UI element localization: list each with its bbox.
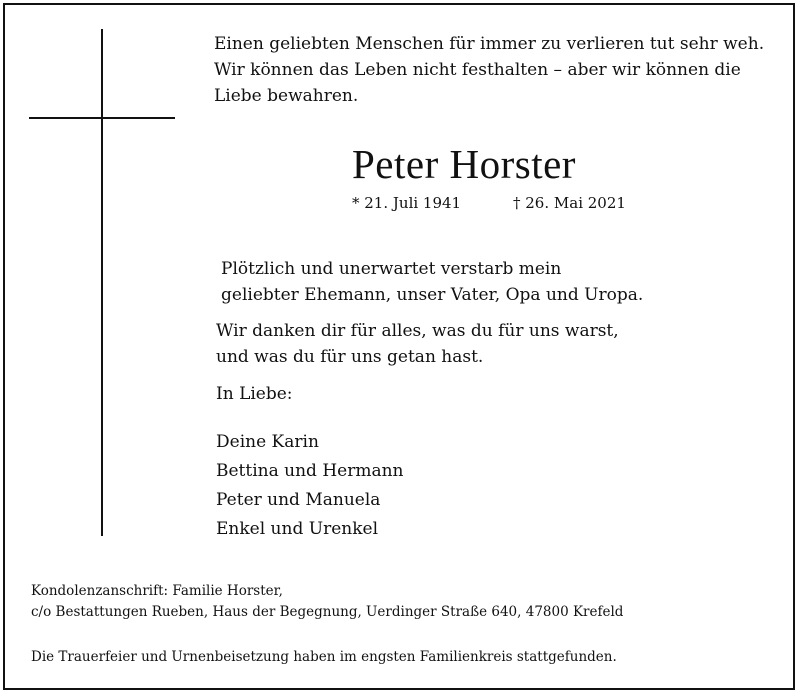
family-member: Enkel und Urenkel [216,519,379,539]
death-date: † 26. Mai 2021 [513,194,626,212]
birth-date: * 21. Juli 1941 [352,194,462,212]
funeral-note: Die Trauerfeier und Urnenbeisetzung haben im engsten Familienkreis stattgefunden. [31,649,617,665]
family-member: Peter und Manuela [216,490,381,510]
memorial-quote [214,31,764,109]
deceased-name: Peter Horster [352,141,576,187]
thanks-line: und was du für uns getan hast. [216,347,484,367]
quote-line: Einen geliebten Menschen für immer zu verlieren tut sehr weh. [214,34,765,54]
address-line: c/o Bestattungen Rueben, Haus der Begegnung, Uerdinger Straße 640, 47800 Krefeld [31,604,624,620]
condolence-address [31,581,623,623]
announcement-line: geliebter Ehemann, unser Vater, Opa und Uropa. [221,285,644,305]
cross-vertical-bar [101,29,103,536]
address-line: Kondolenzanschrift: Familie Horster, [31,583,283,599]
announcement-line: Plötzlich und unerwartet verstarb mein [221,259,562,279]
cross-horizontal-bar [29,117,175,119]
in-love-heading: In Liebe: [216,384,293,404]
quote-line: Liebe bewahren. [214,86,359,106]
quote-line: Wir können das Leben nicht festhalten – aber wir können die [214,60,741,80]
announcement-text [221,256,643,308]
family-member: Bettina und Hermann [216,461,404,481]
thanks-line: Wir danken dir für alles, was du für uns warst, [216,321,619,341]
family-signatures [216,428,404,544]
thanks-text [216,318,619,370]
family-member: Deine Karin [216,432,319,452]
